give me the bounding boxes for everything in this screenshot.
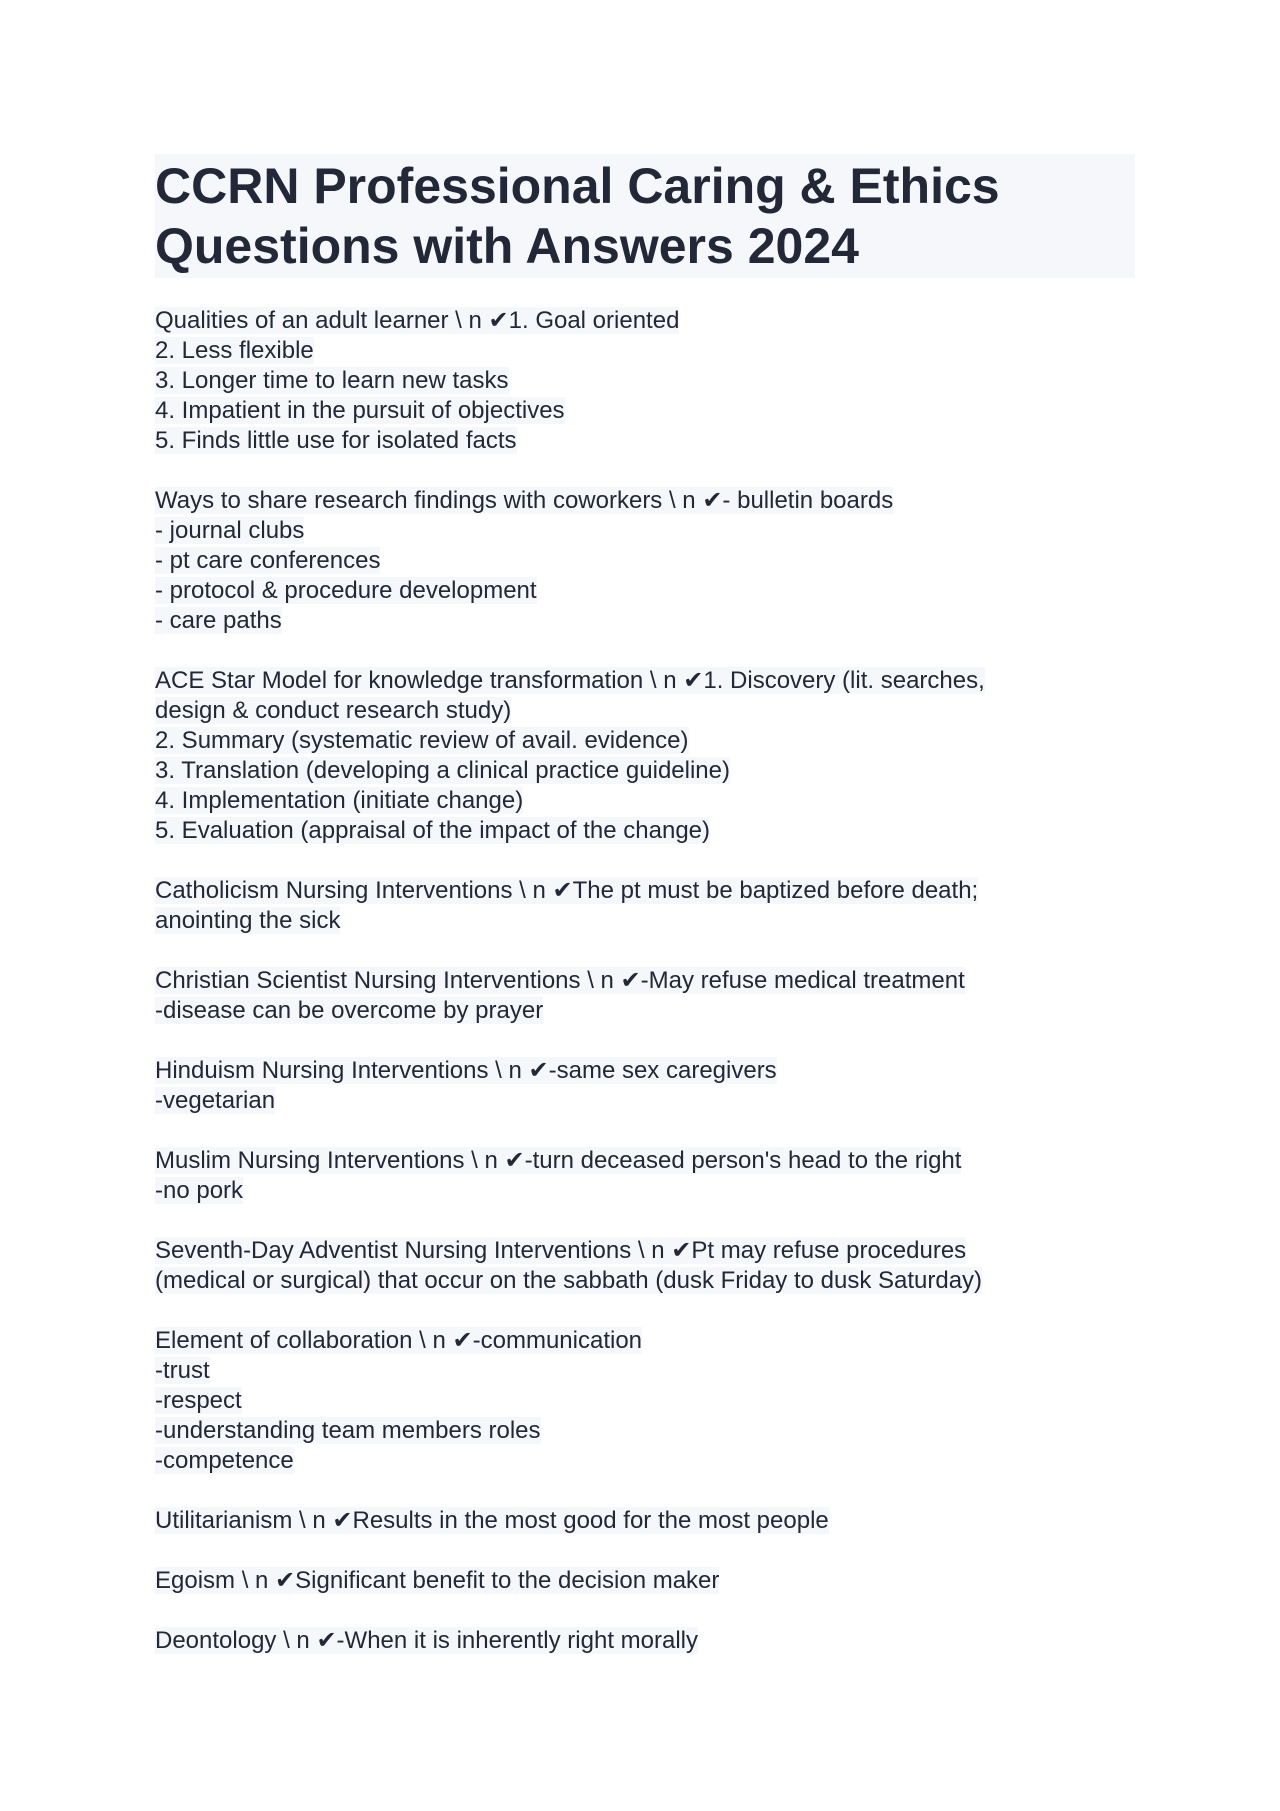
line-text: Qualities of an adult learner \ n ✔1. Goal oriented bbox=[155, 307, 680, 334]
qa-answer-line bbox=[155, 546, 1135, 576]
line-text: -understanding team members roles bbox=[155, 1417, 541, 1444]
qa-question-line bbox=[155, 666, 1135, 696]
qa-answer-line bbox=[155, 1176, 1135, 1206]
qa-question-line bbox=[155, 1326, 1135, 1356]
qa-answer-line bbox=[155, 816, 1135, 846]
line-text: - pt care conferences bbox=[155, 547, 381, 574]
line-text: -respect bbox=[155, 1387, 242, 1414]
qa-answer-line bbox=[155, 366, 1135, 396]
line-text: Deontology \ n ✔-When it is inherently right morally bbox=[155, 1627, 698, 1654]
line-text: 4. Implementation (initiate change) bbox=[155, 787, 524, 814]
qa-question-line bbox=[155, 1146, 1135, 1176]
line-text: -competence bbox=[155, 1447, 294, 1474]
qa-item bbox=[155, 306, 1135, 456]
line-text: 5. Evaluation (appraisal of the impact of the change) bbox=[155, 817, 710, 844]
qa-answer-line bbox=[155, 1356, 1135, 1386]
qa-question-line bbox=[155, 876, 1135, 906]
qa-list bbox=[155, 306, 1135, 1656]
line-text: Christian Scientist Nursing Interventions \ n ✔-May refuse medical treatment bbox=[155, 967, 965, 994]
qa-answer-line bbox=[155, 1416, 1135, 1446]
line-text: Seventh-Day Adventist Nursing Interventions \ n ✔Pt may refuse procedures bbox=[155, 1237, 967, 1264]
line-text: Catholicism Nursing Interventions \ n ✔The pt must be baptized before death; bbox=[155, 877, 979, 904]
line-text: -no pork bbox=[155, 1177, 244, 1204]
line-text: -disease can be overcome by prayer bbox=[155, 997, 544, 1024]
line-text: 5. Finds little use for isolated facts bbox=[155, 427, 517, 454]
line-text: 3. Longer time to learn new tasks bbox=[155, 367, 509, 394]
title-block bbox=[155, 154, 1135, 278]
qa-answer-line bbox=[155, 516, 1135, 546]
line-text: (medical or surgical) that occur on the sabbath (dusk Friday to dusk Saturday) bbox=[155, 1267, 983, 1294]
qa-item bbox=[155, 1326, 1135, 1476]
qa-question-line bbox=[155, 486, 1135, 516]
line-text: -vegetarian bbox=[155, 1087, 276, 1114]
qa-answer-line bbox=[155, 606, 1135, 636]
qa-answer-line bbox=[155, 1266, 1135, 1296]
line-text: Hinduism Nursing Interventions \ n ✔-same sex caregivers bbox=[155, 1057, 777, 1084]
line-text: anointing the sick bbox=[155, 907, 341, 934]
line-text: 4. Impatient in the pursuit of objectives bbox=[155, 397, 565, 424]
line-text: 3. Translation (developing a clinical practice guideline) bbox=[155, 757, 730, 784]
qa-item bbox=[155, 876, 1135, 936]
qa-question-line bbox=[155, 306, 1135, 336]
qa-item bbox=[155, 1056, 1135, 1116]
line-text: - care paths bbox=[155, 607, 282, 634]
title-line-2: Questions with Answers 2024 bbox=[155, 218, 859, 274]
qa-answer-line bbox=[155, 1446, 1135, 1476]
title-line-1: CCRN Professional Caring & Ethics bbox=[155, 158, 1000, 214]
line-text: Utilitarianism \ n ✔Results in the most good for the most people bbox=[155, 1507, 829, 1534]
qa-item bbox=[155, 486, 1135, 636]
qa-answer-line bbox=[155, 906, 1135, 936]
line-text: Muslim Nursing Interventions \ n ✔-turn deceased person's head to the right bbox=[155, 1147, 962, 1174]
line-text: -trust bbox=[155, 1357, 210, 1384]
qa-answer-line bbox=[155, 576, 1135, 606]
qa-answer-line bbox=[155, 996, 1135, 1026]
qa-answer-line bbox=[155, 426, 1135, 456]
qa-answer-line bbox=[155, 756, 1135, 786]
line-text: Element of collaboration \ n ✔-communication bbox=[155, 1327, 643, 1354]
line-text: 2. Less flexible bbox=[155, 337, 314, 364]
line-text: Egoism \ n ✔Significant benefit to the decision maker bbox=[155, 1567, 720, 1594]
qa-question-line bbox=[155, 1626, 1135, 1656]
qa-item bbox=[155, 666, 1135, 846]
line-text: design & conduct research study) bbox=[155, 697, 512, 724]
qa-answer-line bbox=[155, 696, 1135, 726]
qa-item bbox=[155, 1146, 1135, 1206]
qa-answer-line bbox=[155, 1386, 1135, 1416]
qa-answer-line bbox=[155, 786, 1135, 816]
qa-item bbox=[155, 1626, 1135, 1656]
qa-question-line bbox=[155, 966, 1135, 996]
qa-question-line bbox=[155, 1056, 1135, 1086]
qa-answer-line bbox=[155, 1086, 1135, 1116]
page-title bbox=[155, 156, 1135, 276]
qa-answer-line bbox=[155, 396, 1135, 426]
qa-answer-line bbox=[155, 336, 1135, 366]
qa-question-line bbox=[155, 1506, 1135, 1536]
qa-question-line bbox=[155, 1566, 1135, 1596]
document-page bbox=[155, 154, 1135, 1686]
qa-item bbox=[155, 1236, 1135, 1296]
line-text: - journal clubs bbox=[155, 517, 305, 544]
qa-question-line bbox=[155, 1236, 1135, 1266]
line-text: ACE Star Model for knowledge transformation \ n ✔1. Discovery (lit. searches, bbox=[155, 667, 985, 694]
line-text: 2. Summary (systematic review of avail. evidence) bbox=[155, 727, 689, 754]
qa-answer-line bbox=[155, 726, 1135, 756]
qa-item bbox=[155, 1506, 1135, 1536]
qa-item bbox=[155, 1566, 1135, 1596]
line-text: - protocol & procedure development bbox=[155, 577, 537, 604]
line-text: Ways to share research findings with coworkers \ n ✔- bulletin boards bbox=[155, 487, 894, 514]
qa-item bbox=[155, 966, 1135, 1026]
